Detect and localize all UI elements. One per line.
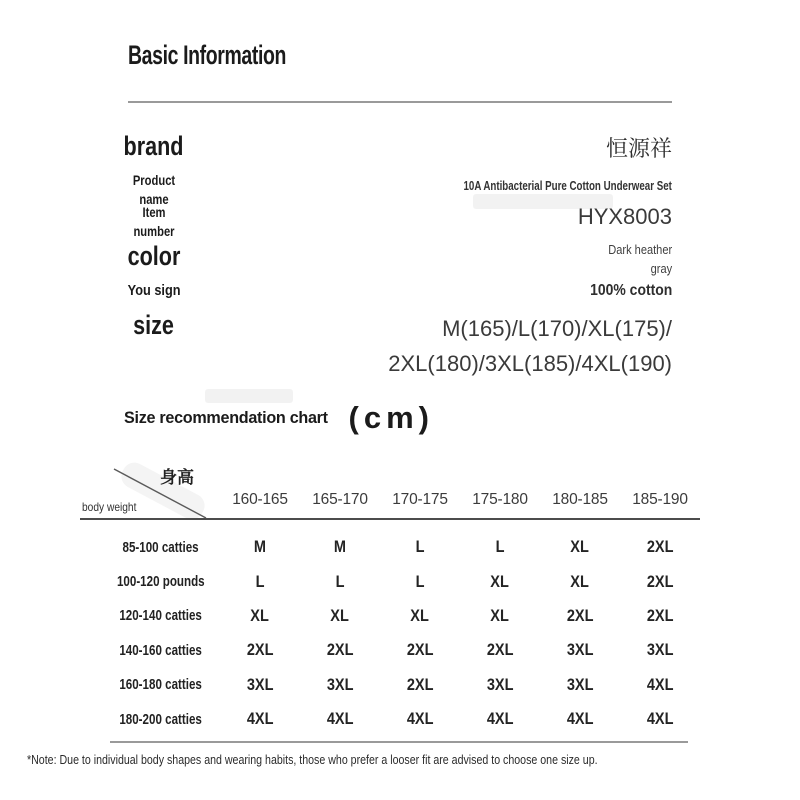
footnote: *Note: Due to individual body shapes and wearing habits, those who prefer a looser fit are advised to choose one size up. [27,753,598,767]
size-cell: XL [330,606,350,625]
column-header: 160-165 [232,491,288,508]
size-chart-corner-cell [80,462,220,518]
table-row [80,702,700,736]
size-cell: XL [570,538,590,557]
table-bottom-line [110,741,688,743]
size-cell: XL [570,572,590,591]
size-cell: 3XL [566,675,594,694]
size-chart-table [80,462,700,743]
size-value: M(165)/L(170)/XL(175)/ 2XL(180)/3XL(185)/4XL(190) [388,316,672,376]
size-cell: 4XL [326,710,354,729]
size-cell: 3XL [486,675,514,694]
size-cell: XL [250,606,270,625]
material-label: You sign [127,282,181,299]
row-label: 120-140 catties [119,608,203,625]
item-number-value: HYX8003 [577,204,672,229]
product-name-label: Product name [132,172,176,207]
row-label: 100-120 pounds [117,574,205,591]
color-value: Dark heather gray [608,242,672,276]
item-number-label: Item number [133,204,175,239]
size-cell: 2XL [646,572,674,591]
size-chart-header-row [80,462,700,518]
column-header: 175-180 [472,491,528,508]
size-chart-body [80,520,700,737]
page-title [128,40,348,71]
size-cell: XL [410,606,430,625]
size-cell: M [333,538,347,557]
product-name-value: 10A Antibacterial Pure Cotton Underwear Set [463,178,672,193]
size-cell: 4XL [406,710,434,729]
size-cell: 3XL [566,641,594,660]
size-cell: L [255,572,265,591]
page-title-text: Basic Information [128,40,287,70]
size-chart-heading: Size recommendation chart (cm) [124,400,434,435]
size-cell: M [253,538,267,557]
size-cell: 2XL [566,606,594,625]
size-cell: L [335,572,345,591]
table-row [80,565,700,599]
size-cell: 2XL [406,641,434,660]
size-cell: 3XL [326,675,354,694]
size-cell: 4XL [646,710,674,729]
column-header: 170-175 [392,491,448,508]
size-cell: 2XL [646,606,674,625]
brand-value: 恒源祥 [605,136,672,161]
size-cell: 2XL [406,675,434,694]
corner-height-label: 身高 [160,468,194,487]
size-cell: 2XL [326,641,354,660]
size-cell: 4XL [486,710,514,729]
size-cell: 3XL [246,675,274,694]
size-chart-unit: (cm) [348,400,434,435]
size-cell: XL [490,572,510,591]
column-header: 165-170 [312,491,368,508]
table-row [80,531,700,565]
size-cell: 4XL [646,675,674,694]
row-label: 85-100 catties [122,539,200,556]
column-header: 180-185 [552,491,608,508]
color-label: color [127,241,181,271]
size-label: size [133,310,175,340]
size-cell: L [415,572,425,591]
material-value: 100% cotton [589,282,672,299]
brand-label: brand [123,131,184,161]
size-cell: L [495,538,505,557]
column-header: 185-190 [632,491,688,508]
table-row [80,634,700,668]
size-cell: 2XL [246,641,274,660]
table-row [80,599,700,633]
row-label: 160-180 catties [119,677,203,694]
table-row [80,668,700,702]
size-cell: 2XL [646,538,674,557]
size-cell: 3XL [646,641,674,660]
section-divider [128,101,672,103]
size-cell: 4XL [566,710,594,729]
size-cell: 2XL [486,641,514,660]
row-label: 180-200 catties [119,711,203,728]
size-cell: L [415,538,425,557]
size-cell: XL [490,606,510,625]
row-label: 140-160 catties [119,642,203,659]
corner-weight-label: body weight [82,500,137,514]
size-cell: 4XL [246,710,274,729]
